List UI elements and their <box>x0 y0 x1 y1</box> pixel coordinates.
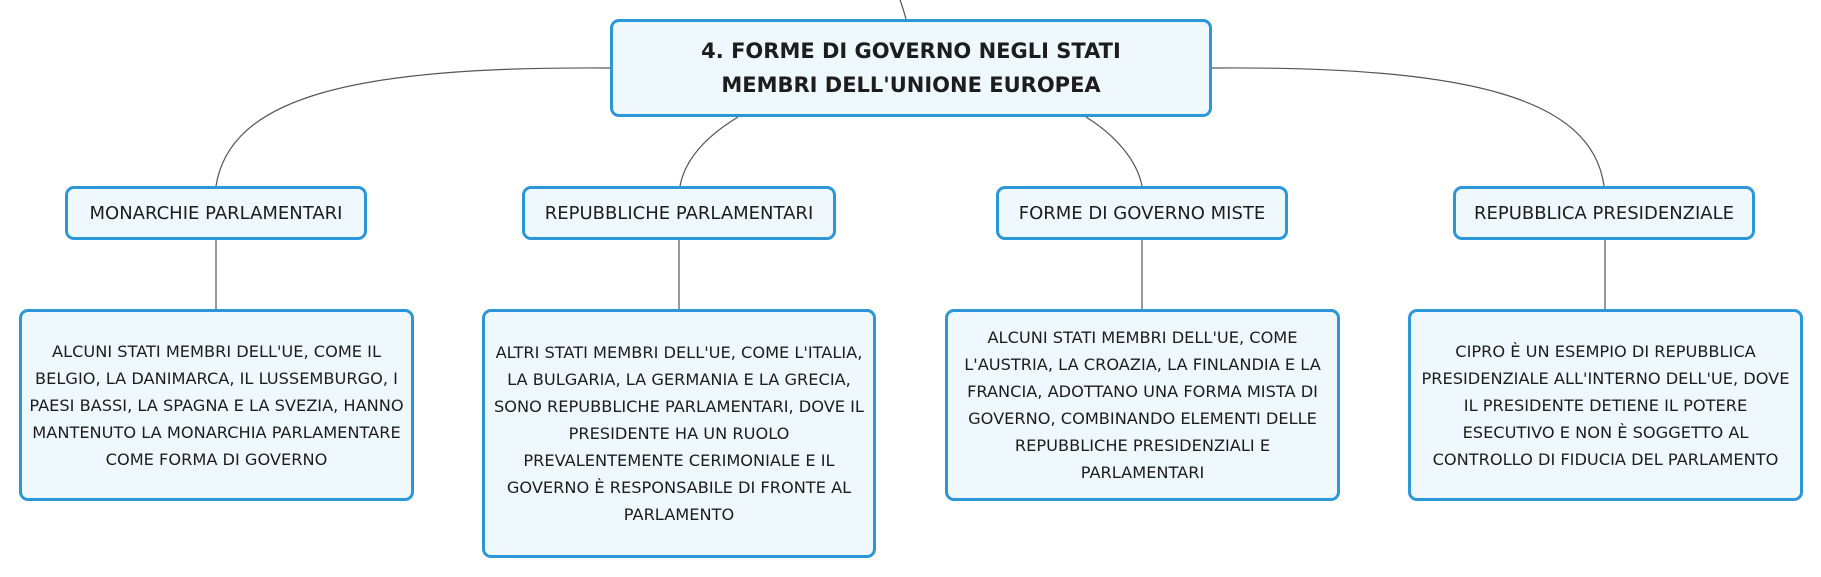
subtopic-text: CIPRO È UN ESEMPIO DI REPUBBLICA PRESIDENZIALE ALL'INTERNO DELL'UE, DOVE IL PRESIDENTE DETIENE IL POTERE ESECUTIVO E NON È SOGGETTO AL CONTROLLO DI FIDUCIA DEL PARLAMENTO <box>1421 341 1790 469</box>
topic-forme-di-governo-miste[interactable] <box>996 186 1288 240</box>
topic-label: REPUBBLICA PRESIDENZIALE <box>1473 202 1735 224</box>
subtopic-repubbliche-description[interactable] <box>482 309 876 558</box>
subtopic-presidenziale-description[interactable] <box>1408 309 1803 501</box>
root-topic-title: 4. FORME DI GOVERNO NEGLI STATI MEMBRI DELL'UNIONE EUROPEA <box>701 39 1121 97</box>
connector-parent-to-root <box>900 0 906 19</box>
topic-label: REPUBBLICHE PARLAMENTARI <box>544 202 814 224</box>
connector-root-to-monarchie <box>216 68 610 186</box>
topic-label: FORME DI GOVERNO MISTE <box>1018 202 1266 224</box>
root-topic[interactable] <box>610 19 1212 117</box>
topic-monarchie-parlamentari[interactable] <box>65 186 367 240</box>
subtopic-monarchie-description[interactable] <box>19 309 414 501</box>
topic-repubblica-presidenziale[interactable] <box>1453 186 1755 240</box>
subtopic-text: ALCUNI STATI MEMBRI DELL'UE, COME L'AUSTRIA, LA CROAZIA, LA FINLANDIA E LA FRANCIA, ADOTTANO UNA FORMA MISTA DI GOVERNO, COMBINANDO ELEMENTI DELLE REPUBBLICHE PRESIDENZIALI E PARLAMENTARI <box>964 328 1321 482</box>
connector-root-to-miste <box>1086 117 1142 186</box>
connector-root-to-presidenziale <box>1212 68 1604 186</box>
topic-repubbliche-parlamentari[interactable] <box>522 186 836 240</box>
connector-root-to-repubbliche <box>680 117 738 186</box>
subtopic-text: ALCUNI STATI MEMBRI DELL'UE, COME IL BELGIO, LA DANIMARCA, IL LUSSEMBURGO, I PAESI BASSI, LA SPAGNA E LA SVEZIA, HANNO MANTENUTO LA MONARCHIA PARLAMENTARE COME FORMA DI GOVERNO <box>29 341 404 469</box>
topic-label: MONARCHIE PARLAMENTARI <box>89 202 343 224</box>
subtopic-text: ALTRI STATI MEMBRI DELL'UE, COME L'ITALIA, LA BULGARIA, LA GERMANIA E LA GRECIA, SONO REPUBBLICHE PARLAMENTARI, DOVE IL PRESIDENTE HA UN RUOLO PREVALENTEMENTE CERIMONIALE E IL GOVERNO È RESPONSABILE DI FRONTE AL PARLAMENTO <box>494 343 864 524</box>
subtopic-miste-description[interactable] <box>945 309 1340 501</box>
